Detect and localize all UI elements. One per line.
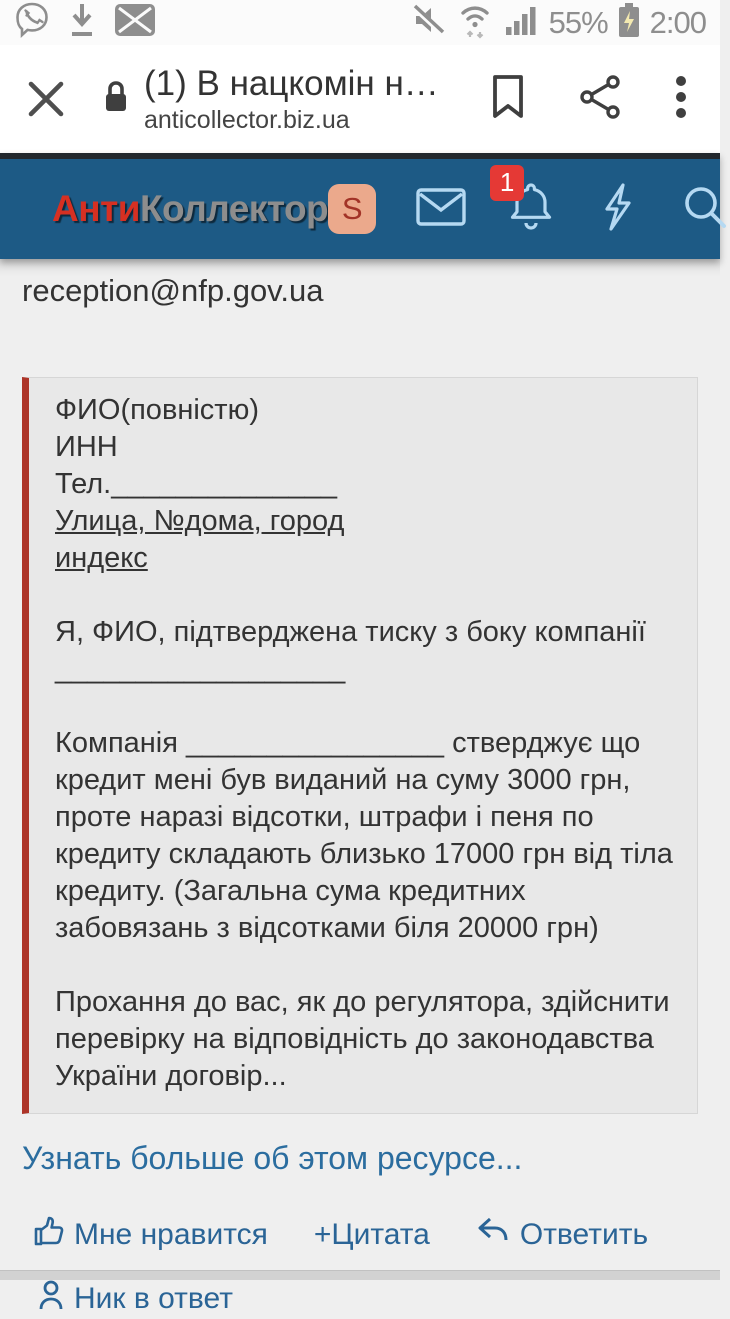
reply-button[interactable] xyxy=(476,1216,648,1254)
avatar-letter: S xyxy=(341,191,363,226)
reply-to-user-button[interactable] xyxy=(22,1279,698,1319)
mute-icon xyxy=(410,2,446,43)
lock-icon[interactable] xyxy=(102,79,130,120)
page-url: anticollector.biz.ua xyxy=(144,105,350,134)
thumbs-up-icon xyxy=(34,1215,64,1255)
person-icon xyxy=(38,1279,64,1319)
email-address: reception@nfp.gov.ua xyxy=(22,273,324,308)
battery-percent: 55% xyxy=(548,4,608,40)
learn-more-link[interactable]: Узнать больше об этом ресурсе... xyxy=(22,1140,523,1176)
search-icon[interactable] xyxy=(680,182,730,237)
menu-kebab-icon[interactable] xyxy=(674,73,688,126)
reply-arrow-icon xyxy=(476,1216,510,1254)
quote-button[interactable] xyxy=(314,1218,430,1252)
bookmark-icon[interactable] xyxy=(490,73,526,126)
share-icon[interactable] xyxy=(578,74,622,125)
post-actions xyxy=(22,1215,698,1255)
site-header xyxy=(0,153,720,259)
quote-statement: Я, ФИО, підтверджена тиску з боку компанії __________________ xyxy=(55,616,646,685)
like-button[interactable] xyxy=(34,1215,268,1255)
page-title: (1) В нацкомін н… xyxy=(144,63,439,103)
clock: 2:00 xyxy=(649,4,706,40)
notification-badge: 1 xyxy=(490,165,524,201)
logo-kollektor: Коллектор xyxy=(139,188,329,229)
notifications-bell-icon[interactable] xyxy=(499,167,556,238)
viber-icon xyxy=(14,1,50,44)
like-label: Мне нравится xyxy=(74,1218,268,1251)
signal-icon xyxy=(504,3,540,42)
close-button[interactable] xyxy=(18,71,74,127)
quote-request-paragraph: Прохання до вас, як до регулятора, здійснити перевірку на відповідність до законодавства України договір... xyxy=(55,986,670,1092)
reply-to-label: Ник в ответ xyxy=(74,1282,233,1315)
quote-contact-block: ФИО(повністю) ИНН Тел.______________ Улица, №дома, город индекс xyxy=(55,394,345,574)
messages-envelope-icon[interactable] xyxy=(416,187,466,232)
reply-label: Ответить xyxy=(519,1218,649,1251)
quote-label: +Цитата xyxy=(313,1218,430,1251)
quote-block xyxy=(22,377,698,1114)
avatar[interactable] xyxy=(328,184,376,234)
post-content xyxy=(0,259,720,1319)
message-icon xyxy=(114,3,156,42)
logo-anti: Анти xyxy=(52,188,140,229)
battery-icon xyxy=(617,1,641,44)
site-logo[interactable] xyxy=(52,188,328,230)
bottom-divider xyxy=(0,1270,720,1280)
omnibox[interactable] xyxy=(102,64,439,135)
status-bar xyxy=(0,0,720,45)
download-icon xyxy=(66,1,98,44)
quote-company-paragraph: Компанія ________________ стверджує що кредит мені був виданий на суму 3000 грн, проте наразі відсотки, штрафи і пеня по кредиту складають близько 17000 грн від тіла кредиту. (Загальна сума кредитних забовязань з відсотками біля 20000 грн) xyxy=(55,727,673,944)
wifi-icon xyxy=(455,1,495,44)
lightning-icon[interactable] xyxy=(596,181,640,238)
browser-toolbar xyxy=(0,45,720,153)
